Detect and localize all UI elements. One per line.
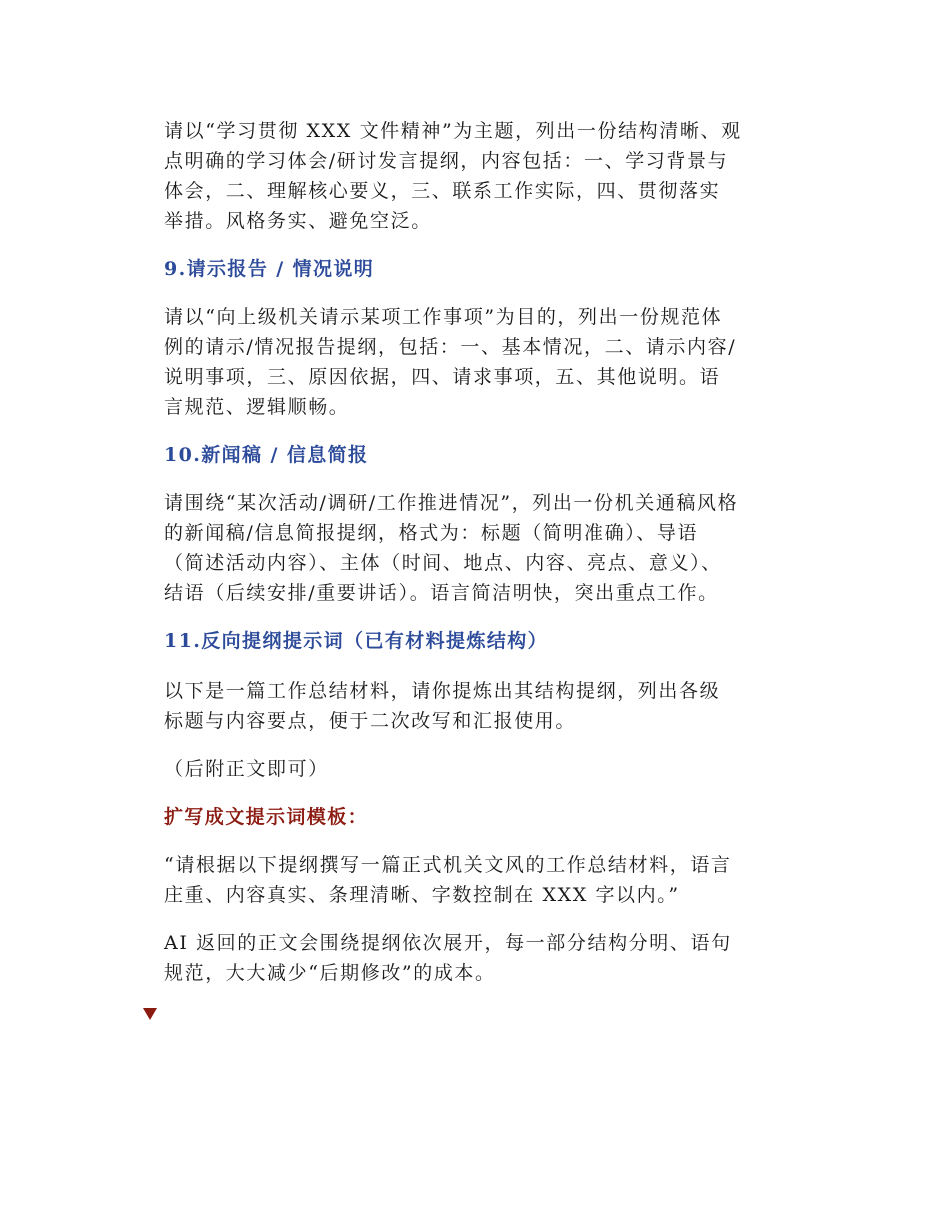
section-heading-11: 11.反向提纲提示词（已有材料提炼结构） <box>164 630 549 652</box>
text-line: 以下是一篇工作总结材料，请你提炼出其结构提纲，列出各级 <box>164 680 721 702</box>
paragraph-expand <box>164 850 804 910</box>
text-line: 说明事项，三、原因依据，四、请求事项，五、其他说明。语 <box>164 366 721 388</box>
text-line: 体会，二、理解核心要义，三、联系工作实际，四、贯彻落实 <box>164 180 721 202</box>
text-line: 结语（后续安排/重要讲话）。语言简洁明快，突出重点工作。 <box>164 582 719 604</box>
text-line: （简述活动内容）、主体（时间、地点、内容、亮点、意义）、 <box>164 552 722 574</box>
text-line: 请以“向上级机关请示某项工作事项”为目的，列出一份规范体 <box>164 306 723 328</box>
text-line: 点明确的学习体会/研讨发言提纲，内容包括：一、学习背景与 <box>164 150 729 172</box>
paragraph-11 <box>164 676 804 736</box>
text-line: 规范，大大减少“后期修改”的成本。 <box>164 962 496 984</box>
text-line: 的新闻稿/信息简报提纲，格式为：标题（简明准确）、导语 <box>164 522 699 544</box>
text-line: “请根据以下提纲撰写一篇正式机关文风的工作总结材料，语言 <box>164 854 732 876</box>
text-line: 请围绕“某次活动/调研/工作推进情况”，列出一份机关通稿风格 <box>164 492 739 514</box>
paragraph-10 <box>164 488 804 608</box>
paragraph-11-note <box>164 754 804 784</box>
text-line: AI 返回的正文会围绕提纲依次展开，每一部分结构分明、语句 <box>164 932 732 954</box>
text-line: 标题与内容要点，便于二次改写和汇报使用。 <box>164 710 577 732</box>
triangle-down-icon <box>140 1003 160 1023</box>
paragraph-intro <box>164 116 804 236</box>
paragraph-9 <box>164 302 804 422</box>
section-heading-expand: 扩写成文提示词模板： <box>164 806 369 828</box>
text-line: 例的请示/情况报告提纲，包括：一、基本情况，二、请示内容/ <box>164 336 737 358</box>
text-line: 言规范、逻辑顺畅。 <box>164 396 350 418</box>
section-heading-9: 9.请示报告 / 情况说明 <box>164 258 375 280</box>
text-line: 举措。风格务实、避免空泛。 <box>164 210 432 232</box>
text-line: （后附正文即可） <box>164 758 329 780</box>
text-line: 庄重、内容真实、条理清晰、字数控制在 XXX 字以内。” <box>164 884 680 906</box>
section-heading-10: 10.新闻稿 / 信息简报 <box>164 444 369 466</box>
paragraph-ai-result <box>164 928 804 988</box>
text-line: 请以“学习贯彻 XXX 文件精神”为主题，列出一份结构清晰、观 <box>164 120 742 142</box>
